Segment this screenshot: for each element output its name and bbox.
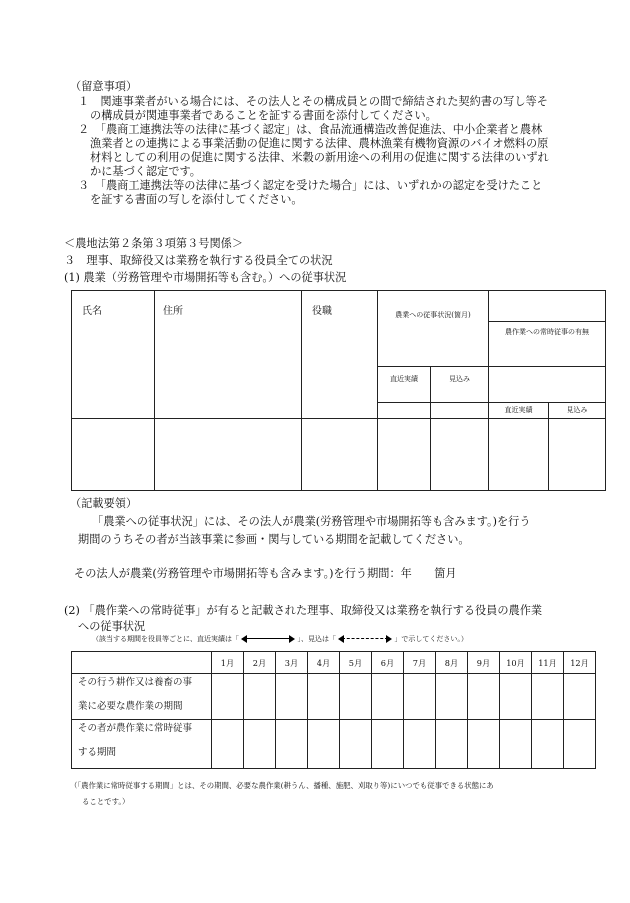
note-2-line-3: 材料としての利用の促進に関する法律、米穀の新用途への利用の促進に関する法律のいずれ <box>90 151 549 164</box>
subsection-2-title-line-2: への従事状況 <box>78 620 146 633</box>
regular-period-cell[interactable] <box>436 720 468 769</box>
regular-period-cell[interactable] <box>308 720 340 769</box>
farming-period-cell[interactable] <box>532 674 564 720</box>
schedule-corner-cell <box>72 652 212 674</box>
engagement-header-cell <box>378 291 489 367</box>
recent2-header-cell <box>489 403 549 419</box>
regular-period-cell[interactable] <box>244 720 276 769</box>
name-input-cell[interactable] <box>72 419 155 491</box>
instructions-line-2: 期間のうちその者が当該事業に参画・関与している期間を記載してください。 <box>78 533 470 546</box>
recent-blank <box>378 403 431 419</box>
name-header: 氏名 <box>82 306 102 317</box>
regular-period-cell[interactable] <box>340 720 372 769</box>
law-reference: ＜農地法第２条第３項第３号関係＞ <box>64 237 244 250</box>
farming-period-cell[interactable] <box>212 674 244 720</box>
dashed-double-arrow-icon <box>338 635 392 643</box>
month-header <box>436 652 468 674</box>
note-2-line-2: 漁業者との連携による事業活動の促進に関する法律、農林漁業有機物資源のバイオ燃料の原 <box>90 137 549 150</box>
month-header <box>212 652 244 674</box>
farming-period-cell[interactable] <box>436 674 468 720</box>
month-header <box>500 652 532 674</box>
recent-header: 直近実績 <box>390 375 418 383</box>
subsection-2-title-line-1: (2) 「農作業への常時従事」が有ると記載された理事、取締役又は業務を執行する役員の農作業 <box>64 604 543 617</box>
month-12: 12月 <box>570 658 589 668</box>
recent2-input-cell[interactable] <box>489 419 549 491</box>
notes-heading: （留意事項） <box>70 80 138 93</box>
farming-period-cell[interactable] <box>372 674 404 720</box>
position-input-cell[interactable] <box>302 419 378 491</box>
regular-period-cell[interactable] <box>276 720 308 769</box>
address-input-cell[interactable] <box>155 419 302 491</box>
regular-spacer <box>489 367 606 403</box>
address-header: 住所 <box>163 306 183 317</box>
position-header: 役職 <box>312 306 332 317</box>
regular-period-cell[interactable] <box>468 720 500 769</box>
month-1: 1月 <box>220 658 235 668</box>
month-header <box>468 652 500 674</box>
month-4: 4月 <box>316 658 331 668</box>
regular-period-cell[interactable] <box>372 720 404 769</box>
farming-period-cell[interactable] <box>564 674 596 720</box>
forecast2-header: 見込み <box>566 406 588 414</box>
recent2-header: 直近実績 <box>504 406 533 414</box>
note-1-line-2: の構成員が関連事業者であることを証する書面を添付してください。 <box>90 109 437 122</box>
engagement-spacer <box>489 291 606 322</box>
month-header <box>404 652 436 674</box>
legend-note <box>92 635 468 644</box>
position-header-cell <box>302 291 378 419</box>
farming-period-cell[interactable] <box>404 674 436 720</box>
month-header <box>244 652 276 674</box>
farming-period-label-cell <box>72 674 212 720</box>
farming-period-cell[interactable] <box>468 674 500 720</box>
note-2-line-1: ２ 「農商工連携法等の法律に基づく認定」は、食品流通構造改善促進法、中小企業者と農林 <box>78 123 543 136</box>
engagement-header: 農業への従事状況(箇月) <box>395 311 471 319</box>
month-5: 5月 <box>348 658 363 668</box>
farming-period-cell[interactable] <box>244 674 276 720</box>
note-2-line-4: かに基づく認定です。 <box>90 165 201 178</box>
month-header <box>564 652 596 674</box>
name-header-cell <box>72 291 155 419</box>
month-header <box>532 652 564 674</box>
legend-note-c: 」で示してください。） <box>394 635 468 643</box>
month-7: 7月 <box>412 658 427 668</box>
forecast2-input-cell[interactable] <box>549 419 606 491</box>
solid-double-arrow-icon <box>241 635 295 643</box>
month-3: 3月 <box>284 658 299 668</box>
forecast-input-cell[interactable] <box>431 419 489 491</box>
note-3-line-2: を証する書面の写しを添付してください。 <box>90 193 303 206</box>
subsection-1-title: (1) 農業（労務管理や市場開拓等も含む。）への従事状況 <box>64 271 347 284</box>
recent-input-cell[interactable] <box>378 419 431 491</box>
regular-period-label-line-2: する期間 <box>78 747 117 758</box>
month-11: 11月 <box>538 658 557 668</box>
month-header <box>276 652 308 674</box>
month-header <box>308 652 340 674</box>
regular-header-cell <box>489 322 606 367</box>
address-header-cell <box>155 291 302 419</box>
footnote-line-1: （「農作業に常時従事する期間」とは、その期間、必要な農作業(耕うん、播種、施肥、刈取り等)にいつでも従事できる状態にあ <box>70 781 494 790</box>
instructions-heading: （記載要領） <box>70 497 138 510</box>
forecast2-header-cell <box>549 403 606 419</box>
regular-period-cell[interactable] <box>500 720 532 769</box>
legend-note-b: 」、見込は「 <box>297 635 336 643</box>
forecast-header: 見込み <box>449 375 470 383</box>
section-title: ３ 理事、取締役又は業務を執行する役員全ての状況 <box>64 254 333 267</box>
farming-period-cell[interactable] <box>308 674 340 720</box>
month-8: 8月 <box>444 658 459 668</box>
month-6: 6月 <box>380 658 395 668</box>
regular-header: 農作業への常時従事の有無 <box>505 328 589 336</box>
month-header <box>372 652 404 674</box>
month-header <box>340 652 372 674</box>
monthly-schedule-table <box>71 651 596 769</box>
regular-period-label-line-1: その者が農作業に常時従事 <box>78 723 193 734</box>
month-9: 9月 <box>476 658 491 668</box>
farming-period-label-line-2: 業に必要な農作業の期間 <box>78 701 183 712</box>
recent-header-cell <box>378 367 431 403</box>
note-3-line-1: ３ 「農商工連携法等の法律に基づく認定を受けた場合」には、いずれかの認定を受けたこと <box>78 179 543 192</box>
farming-period-cell[interactable] <box>340 674 372 720</box>
farming-period-cell[interactable] <box>500 674 532 720</box>
footnote-line-2: ることです。） <box>82 797 130 806</box>
farming-period-label-line-1: その行う耕作又は養畜の事 <box>78 677 193 688</box>
note-1-line-1: １ 関連事業者がいる場合には、その法人とその構成員との間で締結された契約書の写し等そ <box>78 95 548 108</box>
regular-period-label-cell <box>72 720 212 769</box>
regular-period-cell[interactable] <box>404 720 436 769</box>
month-2: 2月 <box>252 658 267 668</box>
farming-period-cell[interactable] <box>276 674 308 720</box>
period-label: その法人が農業(労務管理や市場開拓等も含みます。)を行う期間：年 箇月 <box>74 567 457 580</box>
forecast-blank <box>431 403 489 419</box>
legend-note-a: （該当する期間を役員等ごとに、直近実績は「 <box>92 635 239 643</box>
regular-period-cell[interactable] <box>532 720 564 769</box>
forecast-header-cell <box>431 367 489 403</box>
executives-engagement-table <box>71 290 606 491</box>
instructions-line-1: 「農業への従事状況」には、その法人が農業(労務管理や市場開拓等も含みます。)を行う <box>92 515 531 528</box>
month-10: 10月 <box>506 658 525 668</box>
regular-period-cell[interactable] <box>564 720 596 769</box>
regular-period-cell[interactable] <box>212 720 244 769</box>
